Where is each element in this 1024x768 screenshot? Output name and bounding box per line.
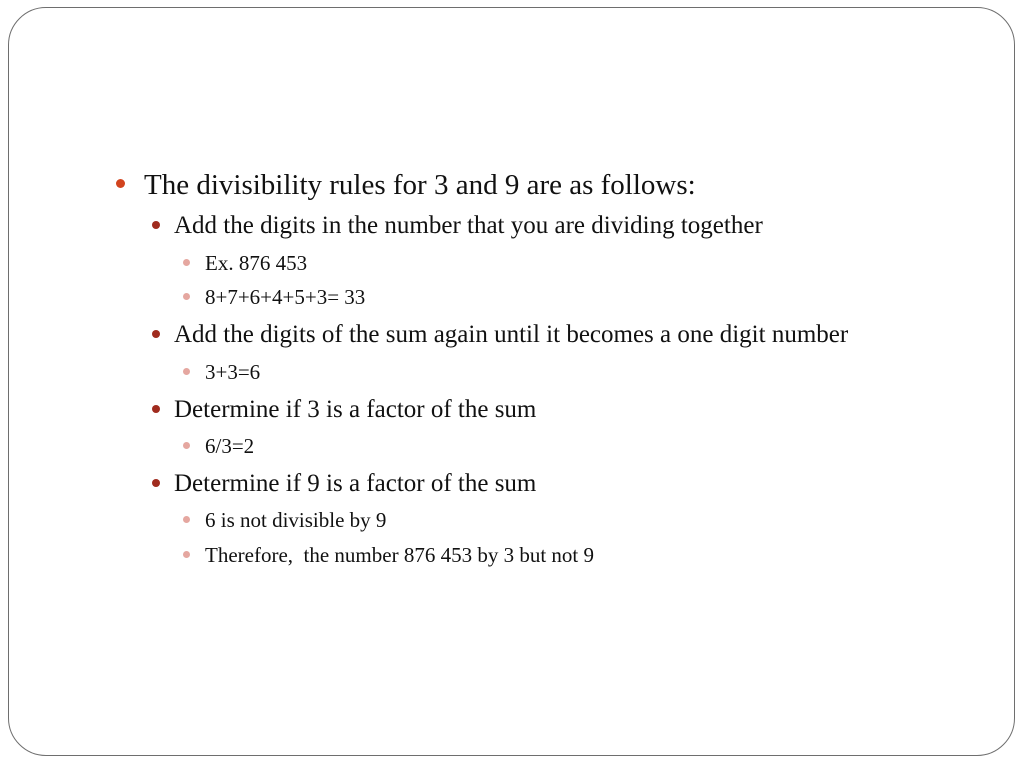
bullet-dot-icon (183, 259, 190, 266)
bullet-dot-icon (183, 442, 190, 449)
bullet-dot-icon (183, 516, 190, 523)
step3-text: Determine if 3 is a factor of the sum (174, 396, 537, 423)
step3-example1-text: 6/3=2 (205, 434, 255, 458)
heading-text: The divisibility rules for 3 and 9 are as follows: (144, 169, 696, 201)
step1-example1-text: Ex. 876 453 (205, 251, 308, 275)
bullet-dot-icon (183, 551, 190, 558)
step4-example1-text: 6 is not divisible by 9 (205, 508, 387, 532)
step2-example1-text: 3+3=6 (205, 360, 261, 384)
step4-example2-text: Therefore, the number 876 453 by 3 but not 9 (205, 543, 594, 567)
step1-text: Add the digits in the number that you are dividing together (174, 212, 763, 239)
bullet-dot-icon (152, 330, 160, 338)
bullet-dot-icon (116, 179, 125, 188)
bullet-dot-icon (183, 368, 190, 375)
bullet-dot-icon (152, 479, 160, 487)
bullet-dot-icon (183, 293, 190, 300)
step2-text: Add the digits of the sum again until it becomes a one digit number (174, 321, 849, 348)
step4-text: Determine if 9 is a factor of the sum (174, 470, 537, 497)
step1-example2-text: 8+7+6+4+5+3= 33 (205, 285, 366, 309)
bullet-dot-icon (152, 405, 160, 413)
bullet-dot-icon (152, 221, 160, 229)
